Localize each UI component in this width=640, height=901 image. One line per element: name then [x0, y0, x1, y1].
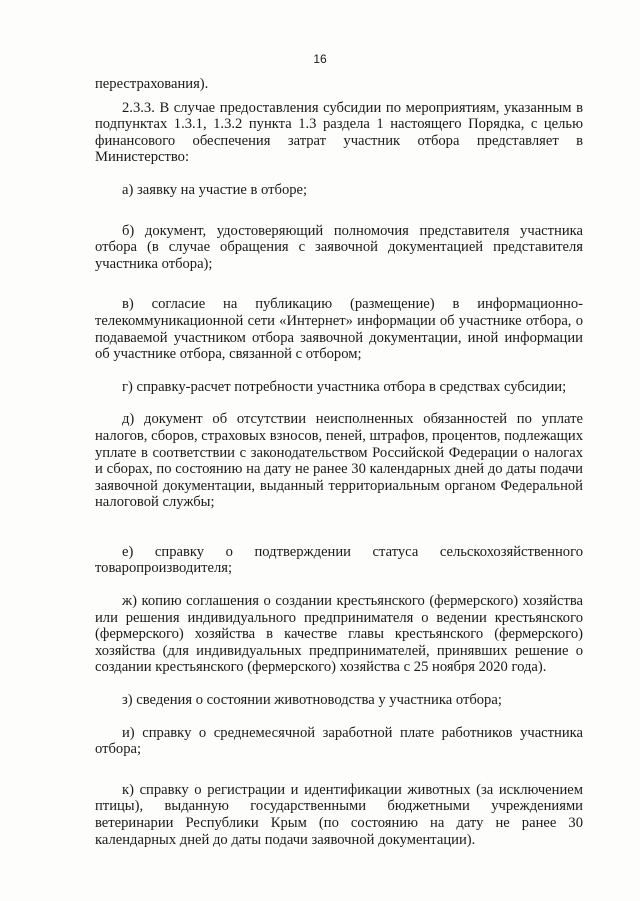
list-item-zh: ж) копию соглашения о создании крестьянского (фермерского) хозяйства или решения индивидуального предпринимателя о ведении крестьянского (фермерского) хозяйства в качестве главы крестьянского (фермерского) хозяйства (для индивидуальных предпринимателей, принявших решение о создании крестьянского (фермерского) хозяйства с 25 ноября 2020 года). — [95, 593, 583, 676]
list-item-z: з) сведения о состоянии животноводства у участника отбора; — [122, 692, 502, 709]
document-body — [95, 76, 583, 848]
list-item-e: е) справку о подтверждении статуса сельскохозяйственного товаропроизводителя; — [95, 543, 583, 577]
list-item-i: и) справку о среднемесячной заработной плате работников участника отбора; — [95, 724, 583, 758]
list-item-v: в) согласие на публикацию (размещение) в информационно-телекоммуникационной сети «Интернет» информации об участнике отбора, о подаваемой участником отбора заявочной документации, иной информации об участнике отбора, связанной с отбором; — [95, 296, 583, 363]
list-item-k: к) справку о регистрации и идентификации животных (за исключением птицы), выданную государственными бюджетными учреждениями ветеринарии Республики Крым (по состоянию на дату не ранее 30 календарных дней до даты подачи заявочной документации). — [95, 781, 583, 848]
list-item-g: г) справку-расчет потребности участника отбора в средствах субсидии; — [122, 378, 567, 395]
list-item-a: а) заявку на участие в отборе; — [122, 181, 308, 198]
page-number: 16 — [313, 52, 327, 66]
paragraph-continuation: перестрахования). — [95, 76, 209, 92]
list-item-b: б) документ, удостоверяющий полномочия представителя участника отбора (в случае обращения с заявочной документацией представителя участника отбора); — [95, 222, 583, 272]
paragraph-2-3-3: 2.3.3. В случае предоставления субсидии по мероприятиям, указанным в подпунктах 1.3.1, 1.3.2 пункта 1.3 раздела 1 настоящего Порядка, с целью финансового обеспечения затрат участник отбора представляет в Министерство: — [95, 99, 583, 166]
list-item-d: д) документ об отсутствии неисполненных обязанностей по уплате налогов, сборов, страховых взносов, пеней, штрафов, процентов, подлежащих уплате в соответствии с законодательством Российской Федерации о налогах и сборах, по состоянию на дату не ранее 30 календарных дней до даты подачи заявочной документации, выданный территориальным органом Федеральной налоговой службы; — [95, 411, 583, 511]
